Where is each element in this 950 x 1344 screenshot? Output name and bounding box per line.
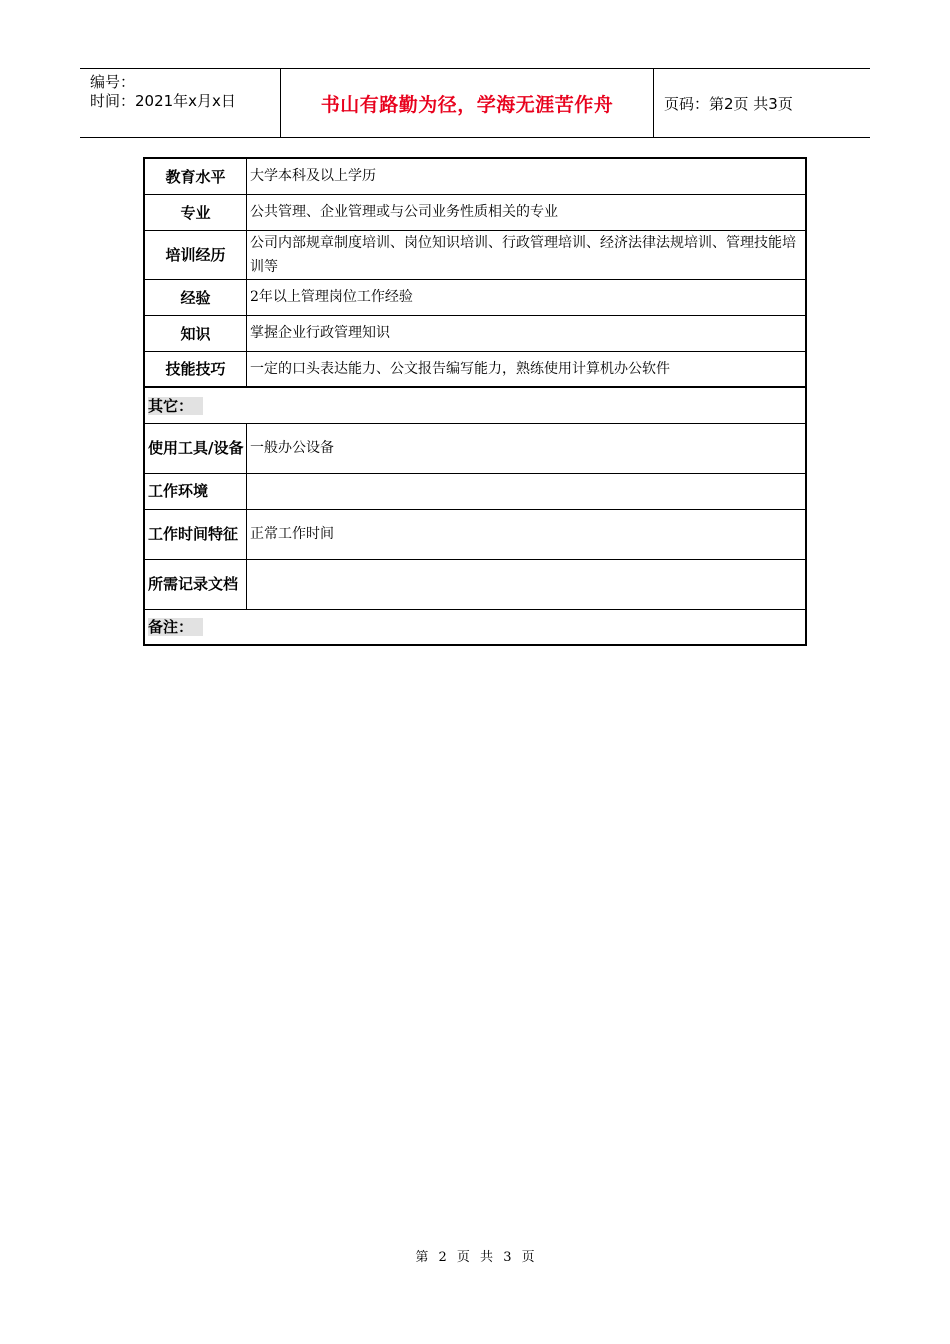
row-value-education: 大学本科及以上学历	[247, 158, 807, 194]
row-label-training: 培训经历	[144, 230, 247, 279]
header-page-info: 页码：第2页 共3页	[664, 94, 793, 113]
header-motto-cell	[281, 69, 654, 137]
table-row	[144, 509, 806, 559]
section-remarks	[144, 609, 806, 645]
table-row	[144, 559, 806, 609]
page-header	[80, 68, 870, 138]
row-label-records: 所需记录文档	[144, 559, 247, 609]
page-footer: 第 2 页 共 3 页	[415, 1250, 535, 1265]
section-remarks-label: 备注：	[148, 618, 203, 636]
row-value-work-hours: 正常工作时间	[247, 509, 807, 559]
document-date: 时间：2021年x月x日	[90, 92, 236, 110]
row-label-tools: 使用工具/设备	[144, 423, 247, 473]
job-requirements-table	[143, 157, 807, 646]
row-value-experience: 2年以上管理岗位工作经验	[247, 279, 807, 315]
table-row	[144, 351, 806, 387]
row-label-environment: 工作环境	[144, 473, 247, 509]
table-row	[144, 230, 806, 279]
row-label-experience: 经验	[144, 279, 247, 315]
row-value-tools: 一般办公设备	[247, 423, 807, 473]
table-row	[144, 473, 806, 509]
section-other-label: 其它：	[148, 397, 203, 415]
table-row	[144, 194, 806, 230]
row-label-work-hours: 工作时间特征	[144, 509, 247, 559]
table-row	[144, 609, 806, 645]
row-label-skills: 技能技巧	[144, 351, 247, 387]
table-row	[144, 279, 806, 315]
table-row	[144, 423, 806, 473]
row-label-knowledge: 知识	[144, 315, 247, 351]
row-value-environment	[247, 473, 807, 509]
table-row	[144, 158, 806, 194]
row-value-training: 公司内部规章制度培训、岗位知识培训、行政管理培训、经济法律法规培训、管理技能培训等	[247, 230, 807, 279]
section-other	[144, 387, 806, 423]
table-row	[144, 387, 806, 423]
table-row	[144, 315, 806, 351]
row-value-skills: 一定的口头表达能力、公文报告编写能力，熟练使用计算机办公软件	[247, 351, 807, 387]
row-value-major: 公共管理、企业管理或与公司业务性质相关的专业	[247, 194, 807, 230]
header-meta	[80, 69, 281, 137]
row-label-major: 专业	[144, 194, 247, 230]
header-page-cell	[654, 69, 870, 137]
row-value-knowledge: 掌握企业行政管理知识	[247, 315, 807, 351]
row-value-records	[247, 559, 807, 609]
document-number-label: 编号：	[90, 73, 136, 91]
header-motto: 书山有路勤为径，学海无涯苦作舟	[320, 93, 614, 116]
row-label-education: 教育水平	[144, 158, 247, 194]
